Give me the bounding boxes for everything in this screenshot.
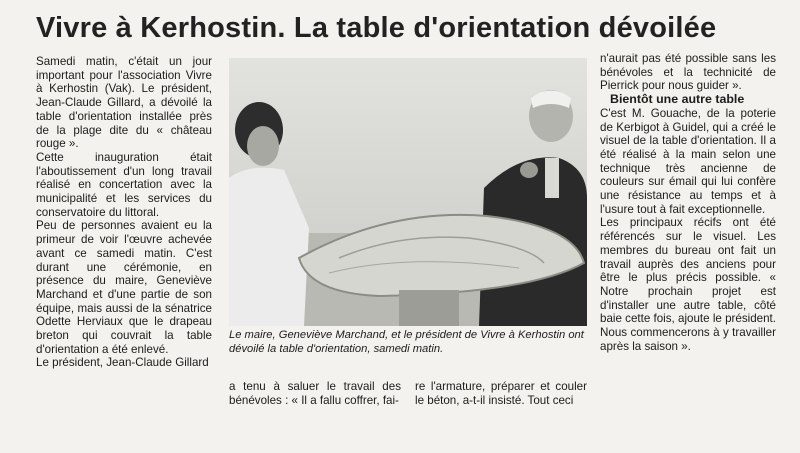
article-photo [229,58,587,326]
photo-caption: Le maire, Geneviève Marchand, et le président de Vivre à Kerhostin ont dévoilé la table d'orientation, samedi matin. [229,329,584,355]
paragraph: C'est M. Gouache, de la poterie de Kerbigot à Guidel, qui a créé le visuel de la table d'orientation. Il a été réalisé à la main selon une technique très ancienne de couleurs sur émail qui lui confère une résistance au temps et à l'usure tout à fait exceptionnelle. [600,106,776,216]
paragraph: Le président, Jean-Claude Gillard [36,356,209,370]
subheading: Bientôt une autre table [610,92,745,107]
article-column-3: re l'armature, préparer et couler le béton, a-t-il insisté. Tout ceci [415,380,587,407]
article-headline: Vivre à Kerhostin. La table d'orientation dévoilée [36,12,717,44]
paragraph: n'aurait pas été possible sans les bénévoles et la technicité de Pierrick pour nous guider ». [600,52,776,93]
article-column-2: a tenu à saluer le travail des bénévoles : « Il a fallu coffrer, fai- [229,380,401,407]
paragraph: Peu de personnes avaient eu la primeur de voir l'œuvre achevée avant ce samedi matin. C'est durant une cérémonie, en présence du maire, Geneviève Marchand et d'une partie de son équipe, mais aussi de la sénatrice Odette Herviaux que le drapeau breton qui couvrait la table d'orientation a été enlevé. [36,219,212,356]
paragraph: Samedi matin, c'était un jour important pour l'association Vivre à Kerhostin (Vak). Le président, Jean-Claude Gillard, a dévoilé la table d'orientation installée près de la plage dite du « château rouge ». [36,55,212,151]
article-column-4 [600,52,776,353]
photo-illustration [229,58,587,326]
paragraph: Les principaux récifs ont été référencés sur le visuel. Les membres du bureau ont fait un travail auprès des anciens pour être le plus précis possible. « Notre prochain projet est d'installer une autre table, côté baie cette fois, ajoute le président. Nous commencerons à y travailler après la saison ». [600,216,776,353]
article-column-1 [36,55,212,370]
paragraph: Cette inauguration était l'aboutissement d'un long travail réalisé en concertation avec la municipalité et les services du conservatoire du littoral. [36,150,212,219]
